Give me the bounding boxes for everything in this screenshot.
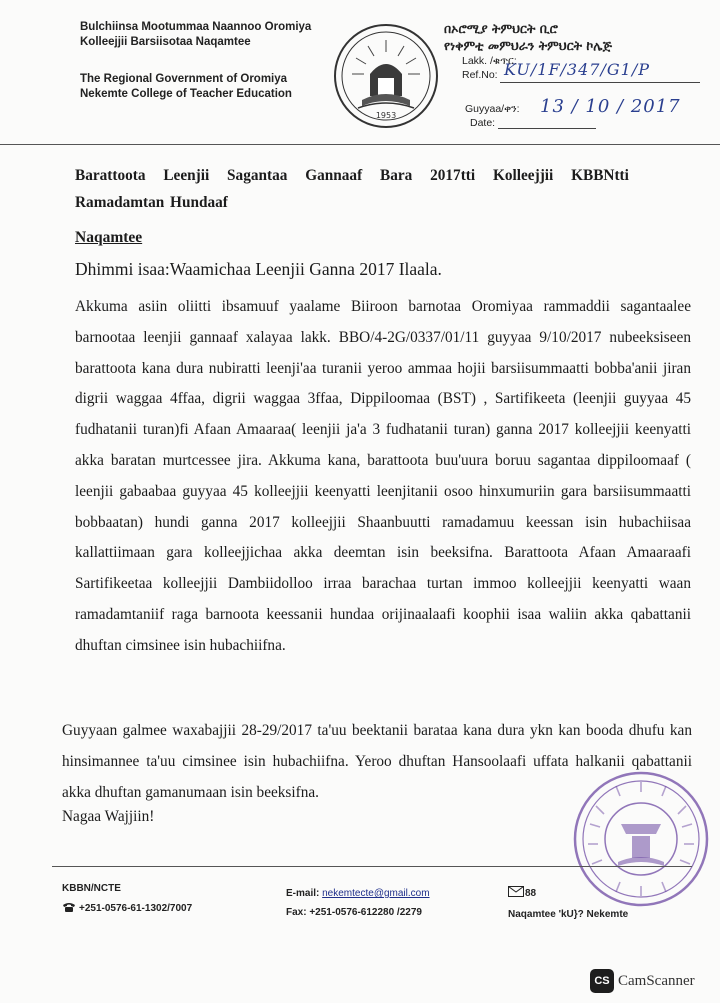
- header-divider: [0, 144, 720, 145]
- telephone-icon: [62, 902, 76, 912]
- college-seal-icon: [332, 22, 440, 130]
- oromo-college-line: Kolleejjii Barsiisotaa Naqamtee: [80, 36, 251, 48]
- english-college-line: Nekemte College of Teacher Education: [80, 88, 292, 100]
- date-label-amharic: Guyyaa/ቀን:: [465, 103, 520, 115]
- closing-greeting: Nagaa Wajjiin!: [62, 808, 155, 825]
- letterhead-right: [444, 20, 714, 54]
- oromo-government-line: Bulchiinsa Mootummaa Naannoo Oromiya: [80, 21, 312, 33]
- amharic-bureau-line: በኦሮሚያ ትምህርት ቢሮ: [444, 21, 558, 36]
- city-heading: Naqamtee: [75, 229, 143, 246]
- email-link[interactable]: nekemtecte@gmail.com: [322, 888, 430, 899]
- date-underline: [498, 128, 596, 129]
- date-label-english: Date:: [470, 117, 496, 129]
- ref-underline: [500, 82, 700, 83]
- footer-city: Naqamtee 'kU}? Nekemte: [508, 909, 629, 920]
- footer-org: KBBN/NCTE: [62, 883, 121, 894]
- ref-label-amharic: Lakk. /ቁጥር:: [462, 55, 517, 67]
- english-government-line: The Regional Government of Oromiya: [80, 73, 288, 85]
- amharic-college-line: የነቀምቲ መምህራን ትምህርት ኮሌጅ: [444, 38, 612, 53]
- footer-divider: [52, 866, 692, 867]
- body-paragraph-1: Akkuma asiin oliitti ibsamuuf yaalame Biiroon barnotaa Oromiyaa rammaddii sagantaalee barnootaa leenjii gannaaf xalayaa lakk. BBO/4-2G/0337/01/11 guyyaa 9/10/2017 nubeeksiseen barattoota kana dura nubiratti leenji'aa turanii yeroo ammaa hojii barsiisummaatti bobba'anii jiran digrii waggaa 4ffaa, digrii waggaa 3ffaa, Dippiloomaa (BST) , Sartifikeeta (leenjii guyyaa 45 fudhatanii turan)fi Afaan Amaaraa( leenjii ja'a 3 fudhatanii turan) ganna 2017 kolleejjii keenyatti akka baratan murtcessee jira. Akkuma kana, barattoota buu'uura boruu sagantaa dippiloomaaf ( leenjii gabaabaa guyyaa 45 kolleejjii keenyatti leenjitanii osoo hinxumuriin gara barsiisummaatti bobbaatan) hundi ganna 2017 kolleejjii Shaanbuutti ramadamuu keessan isin hubachiisaa kallattiimaan gara kolleejjichaa akka deemtan isin beeksifna. Barattoota Afaan Amaaraafi Sartifikeetaa kolleejjii Dambiidolloo irraa barachaa turtan immoo kolleejjii keenyatti waan ramadamtaniif raga barnoota keessanii hundaa orijinaalaafi koophii isaa waliin akka qabattanii dhuftan cimsinee isin hubachiifna.: [75, 298, 691, 654]
- date-handwritten: 13 / 10 / 2017: [540, 96, 681, 117]
- subject-line: Dhimmi isaa:Waamichaa Leenjii Ganna 2017 Ilaala.: [75, 259, 442, 279]
- camscanner-badge: [590, 968, 695, 994]
- envelope-icon: [508, 886, 524, 897]
- footer-email: E-mail: nekemtecte@gmail.com: [286, 888, 430, 899]
- ref-label-english: Ref.No:: [462, 69, 498, 81]
- addressee: [75, 162, 691, 216]
- seal-year: 1953: [375, 111, 397, 120]
- camscanner-logo-icon: CS: [590, 969, 614, 993]
- footer-phone: +251-0576-61-1302/7007: [62, 902, 192, 914]
- official-stamp-icon: [566, 764, 716, 914]
- addressee-line-2: Ramadamtan Hundaaf: [75, 194, 228, 211]
- footer-pobox: 88: [508, 886, 536, 899]
- letterhead-left: [80, 20, 330, 102]
- addressee-line-1: Barattoota Leenjii Sagantaa Gannaaf Bara 2017tti Kolleejjii KBBNtti: [75, 167, 629, 184]
- footer-fax: Fax: +251-0576-612280 /2279: [286, 907, 422, 918]
- ref-number-handwritten: KU/1F/347/G1/P: [504, 60, 650, 79]
- body-paragraph-2: Guyyaan galmee waxabajjii 28-29/2017 ta'uu beektanii barataa kana dura ykn kan booda dhufu kan hinsimannee ta'uu cimsinee isin hubachiifna. Yeroo dhuftan Hansoolaafi uffata halkanii qabattanii akka dhuftan gamanumaan isin beeksifna.: [62, 722, 692, 801]
- camscanner-name: CamScanner: [618, 972, 695, 989]
